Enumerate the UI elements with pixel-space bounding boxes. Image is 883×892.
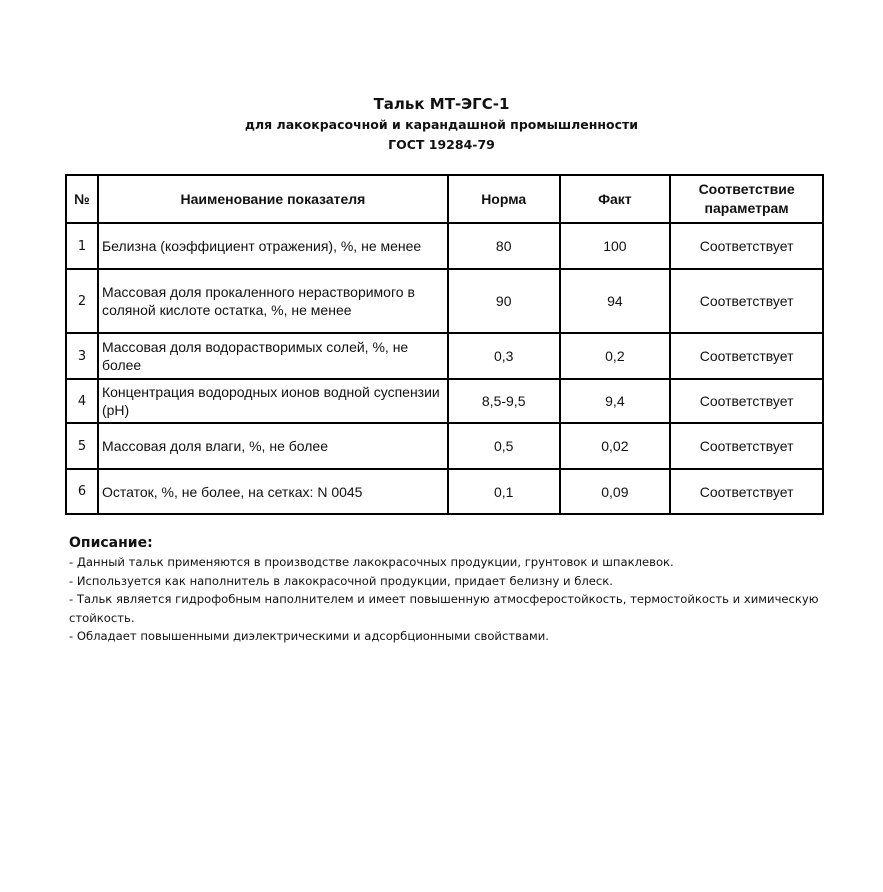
column-header-name: Наименование показателя [98,175,448,223]
document-header [0,93,883,155]
indicator-name: Массовая доля влаги, %, не более [98,423,448,469]
compliance-status: Соответствует [670,223,823,269]
column-header-norm: Норма [448,175,560,223]
norm-value: 0,1 [448,469,560,514]
compliance-status: Соответствует [670,469,823,514]
indicator-name: Белизна (коэффициент отражения), %, не менее [98,223,448,269]
column-header-compliance: Соответствие параметрам [670,175,823,223]
indicator-name: Концентрация водородных ионов водной суспензии (pH) [98,379,448,423]
document-subtitle: для лакокрасочной и карандашной промышленности [244,117,639,132]
fact-value: 0,09 [560,469,671,514]
norm-value: 8,5-9,5 [448,379,560,423]
fact-value: 100 [560,223,671,269]
norm-value: 90 [448,269,560,333]
specification-table [65,174,824,515]
indicator-name: Массовая доля водорастворимых солей, %, не более [98,333,448,379]
compliance-status: Соответствует [670,333,823,379]
description-item: - Данный тальк применяются в производстве лакокрасочных продукции, грунтовок и шпаклевок. [69,555,674,569]
indicator-name: Остаток, %, не более, на сетках: N 0045 [98,469,448,514]
table-row [66,223,823,269]
row-number: 2 [66,269,98,333]
table-row [66,469,823,514]
norm-value: 0,3 [448,333,560,379]
fact-value: 9,4 [560,379,671,423]
indicator-name: Массовая доля прокаленного нерастворимого в соляной кислоте остатка, %, не менее [98,269,448,333]
description-item: - Обладает повышенными диэлектрическими и адсорбционными свойствами. [69,629,549,643]
fact-value: 0,02 [560,423,671,469]
norm-value: 80 [448,223,560,269]
description-item: - Используется как наполнитель в лакокрасочной продукции, придает белизну и блеск. [69,573,613,588]
column-header-fact: Факт [560,175,671,223]
table-row [66,269,823,333]
description-title: Описание: [69,535,153,551]
compliance-status: Соответствует [670,269,823,333]
description-section [69,533,829,646]
compliance-status: Соответствует [670,423,823,469]
row-number: 5 [66,423,98,469]
document-title: Тальк МТ-ЭГС-1 [373,95,510,113]
row-number: 3 [66,333,98,379]
row-number: 6 [66,469,98,514]
table-row [66,423,823,469]
compliance-status: Соответствует [670,379,823,423]
table-header-row [66,175,823,223]
fact-value: 0,2 [560,333,671,379]
fact-value: 94 [560,269,671,333]
table-row [66,379,823,423]
column-header-number: № [66,175,98,223]
description-item: - Тальк является гидрофобным наполнителем и имеет повышенную атмосферостойкость, термостойкость и химическую стойкость. [69,592,819,625]
table-row [66,333,823,379]
row-number: 4 [66,379,98,423]
row-number: 1 [66,223,98,269]
norm-value: 0,5 [448,423,560,469]
document-standard: ГОСТ 19284-79 [388,137,495,152]
